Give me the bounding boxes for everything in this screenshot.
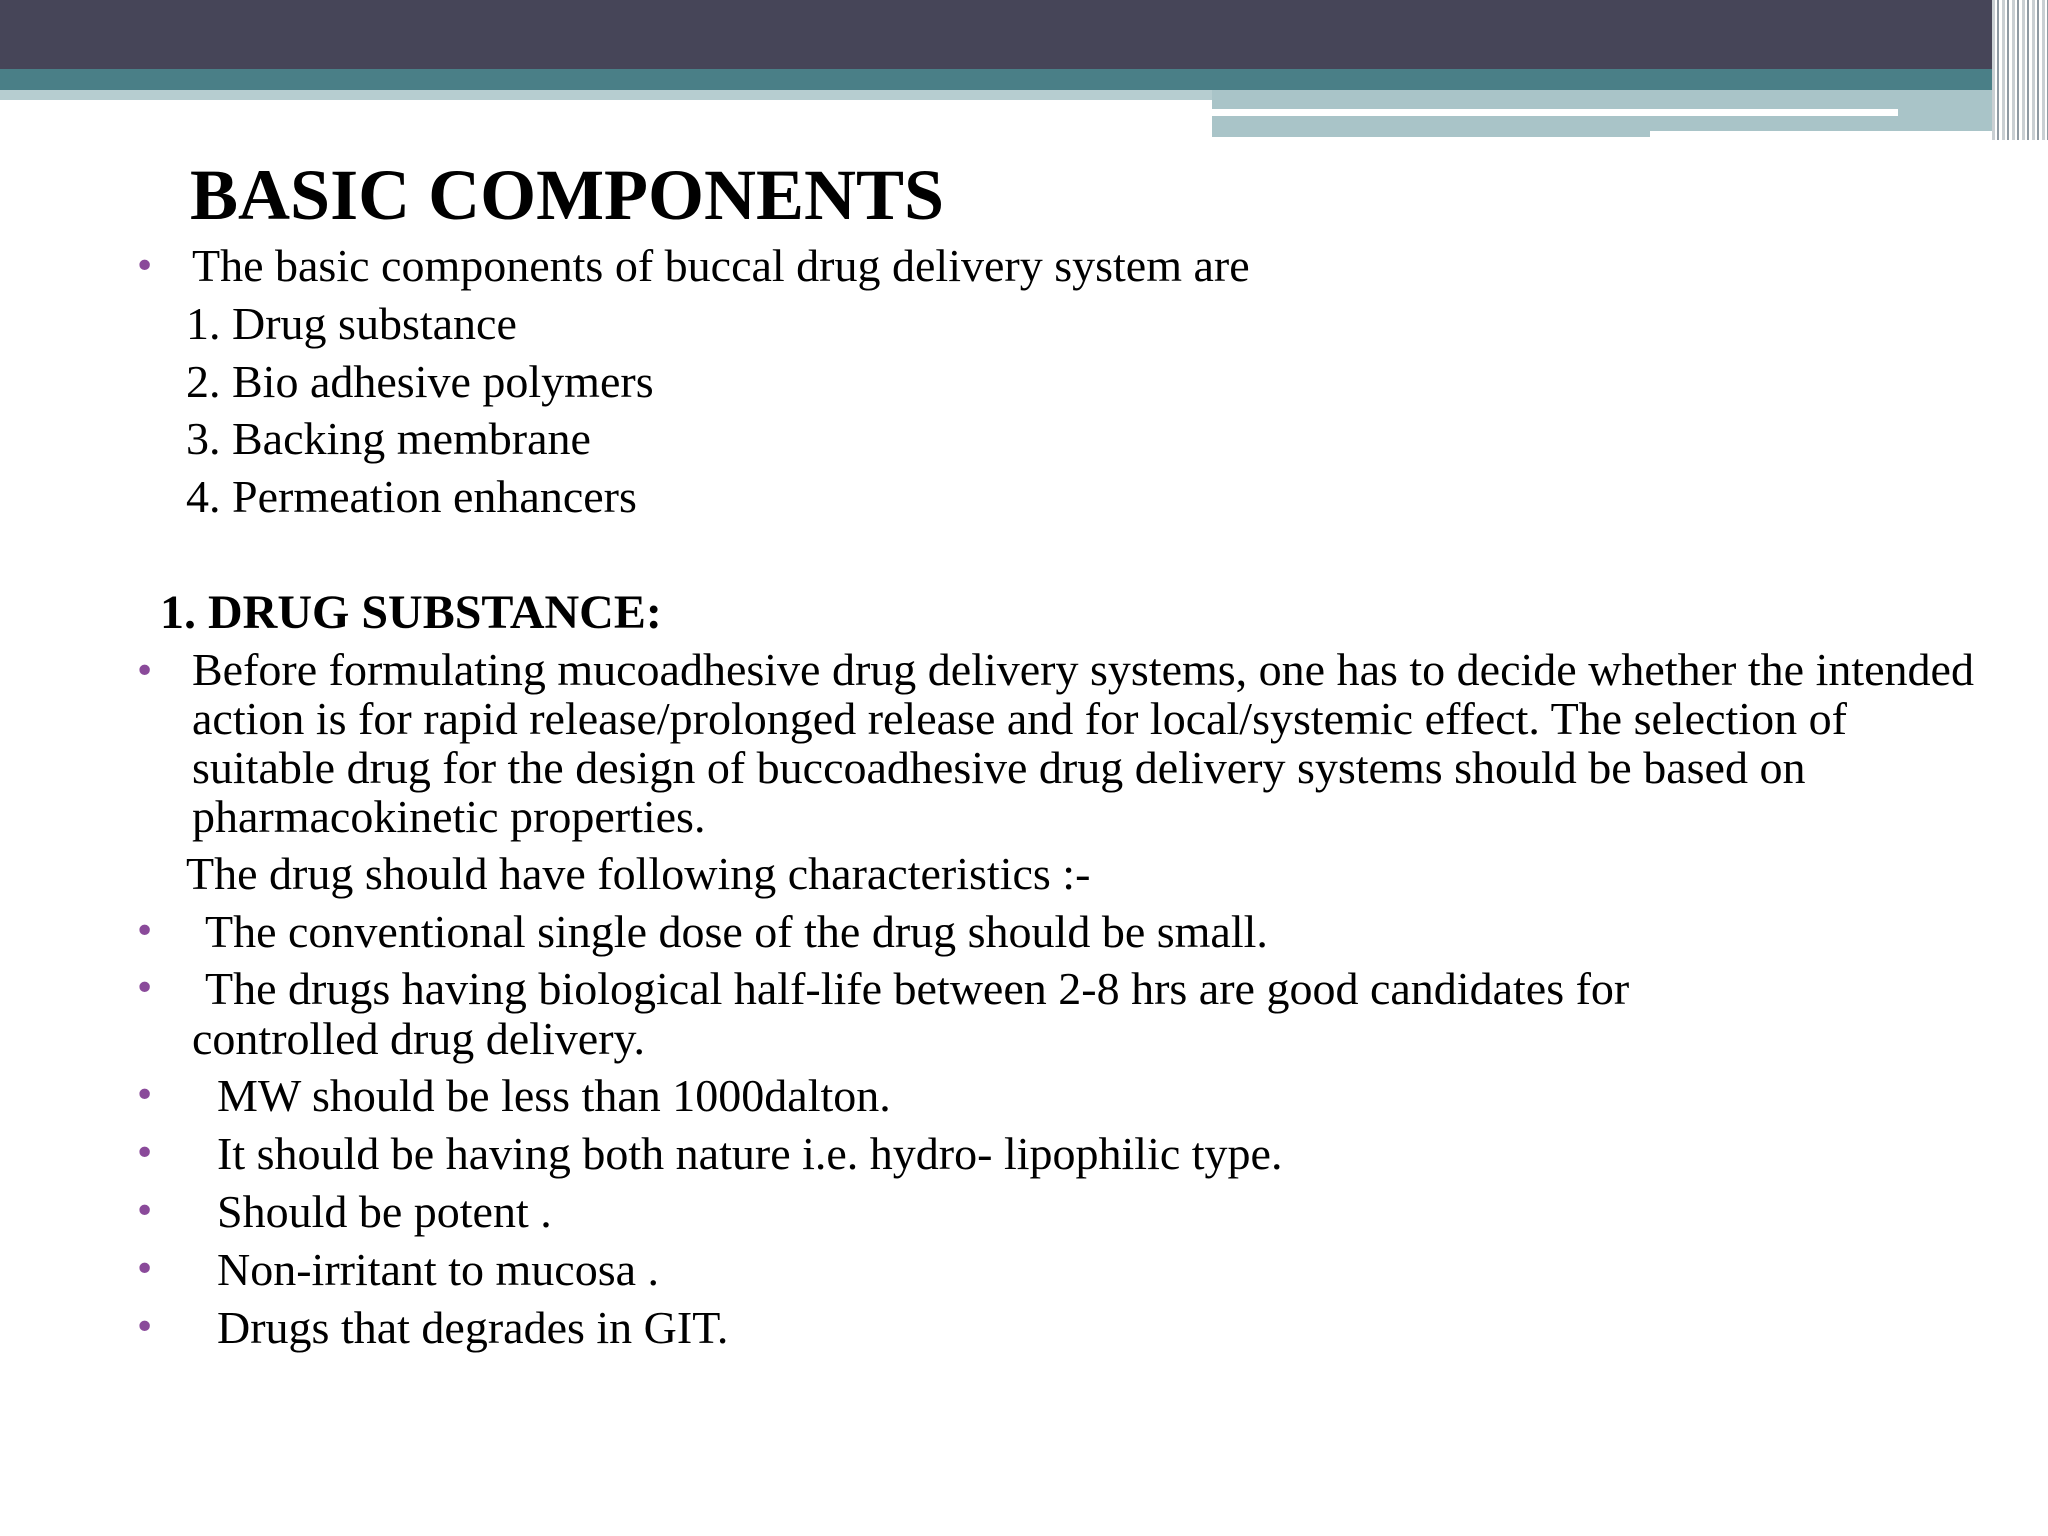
section-paragraph: Before formulating mucoadhesive drug delivery systems, one has to decide whether the intended action is for rapid release/prolonged release and for local/systemic effect. The selection of suitable drug for the design of buccoadhesive drug delivery systems should be based on pharmacokinetic properties. bbox=[192, 644, 1974, 842]
characteristic-item: The drugs having biological half-life between 2-8 hrs are good candidates for bbox=[205, 963, 1630, 1014]
bullet-icon: • bbox=[134, 911, 156, 952]
component-item: 2. Bio adhesive polymers bbox=[186, 356, 654, 407]
characteristic-item: Non-irritant to mucosa . bbox=[217, 1244, 660, 1295]
bullet-icon: • bbox=[134, 968, 156, 1009]
slide-title: BASIC COMPONENTS bbox=[190, 155, 945, 235]
bullet-icon: • bbox=[134, 1133, 156, 1174]
header-step-divider-lower bbox=[1650, 131, 2000, 137]
header-dark-band bbox=[0, 0, 2048, 69]
section-heading: 1. DRUG SUBSTANCE: bbox=[160, 586, 662, 639]
intro-text: The basic components of buccal drug delivery system are bbox=[192, 240, 1250, 291]
bullet-icon: • bbox=[134, 1307, 156, 1348]
bullet-icon: • bbox=[134, 1191, 156, 1232]
bullet-icon: • bbox=[134, 651, 156, 692]
header-step-divider bbox=[1212, 109, 1898, 116]
bullet-icon: • bbox=[134, 1075, 156, 1116]
header-teal-band bbox=[0, 69, 2048, 90]
component-item: 1. Drug substance bbox=[186, 298, 517, 349]
header-light-line bbox=[0, 90, 1212, 100]
characteristic-item: The conventional single dose of the drug should be small. bbox=[205, 906, 1268, 957]
component-item: 4. Permeation enhancers bbox=[186, 471, 637, 522]
characteristic-item-continued: controlled drug delivery. bbox=[192, 1013, 646, 1064]
characteristic-item: Drugs that degrades in GIT. bbox=[217, 1302, 729, 1353]
component-item: 3. Backing membrane bbox=[186, 413, 591, 464]
characteristic-item: It should be having both nature i.e. hydro- lipophilic type. bbox=[217, 1128, 1283, 1179]
characteristic-item: Should be potent . bbox=[217, 1186, 552, 1237]
bullet-icon: • bbox=[134, 1249, 156, 1290]
header-corner-stripes bbox=[1992, 0, 2048, 140]
characteristic-item: MW should be less than 1000dalton. bbox=[217, 1070, 891, 1121]
bullet-icon: • bbox=[134, 246, 156, 287]
characteristics-intro: The drug should have following characteristics :- bbox=[186, 848, 1091, 899]
